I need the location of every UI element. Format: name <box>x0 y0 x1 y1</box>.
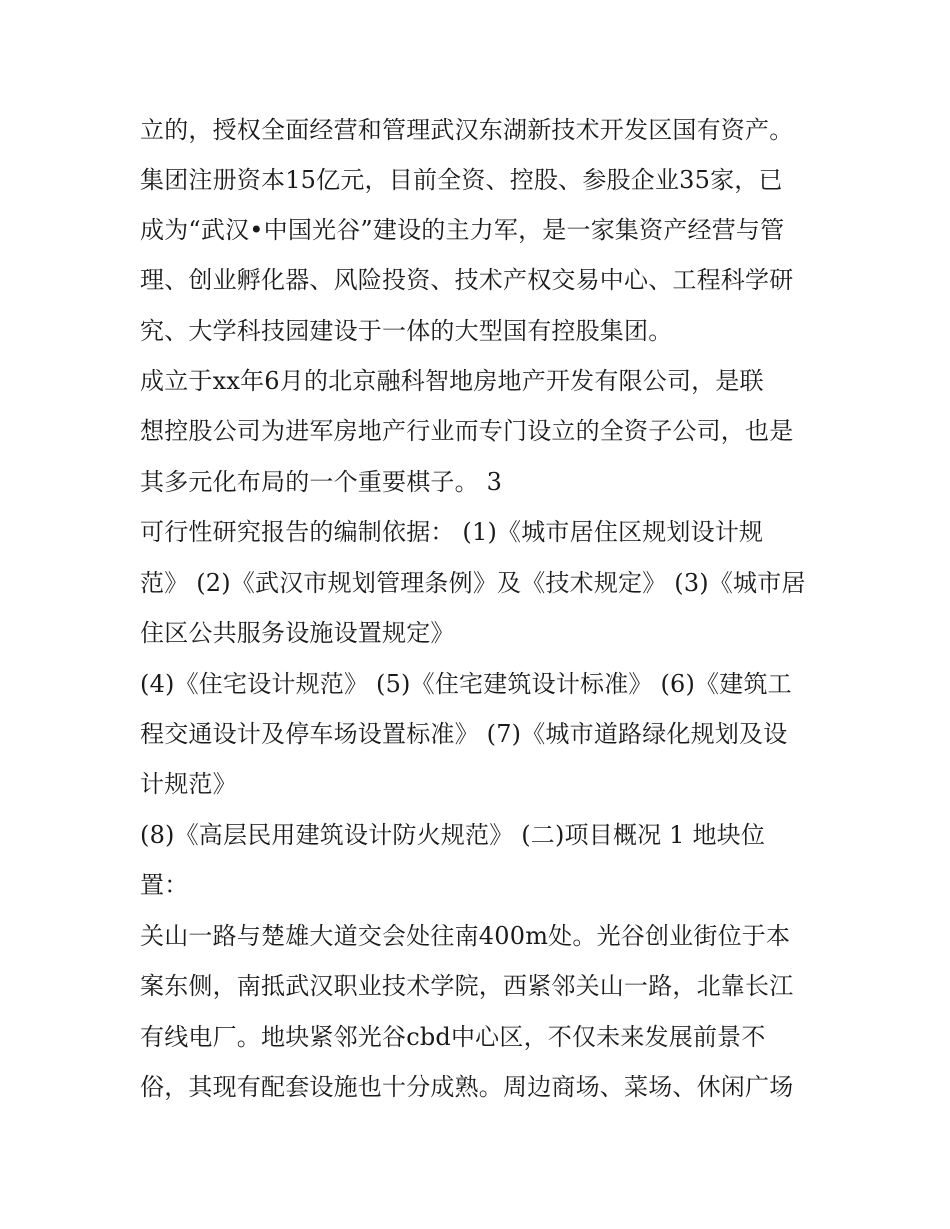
text-line: 可行性研究报告的编制依据： (1)《城市居住区规划设计规 <box>140 518 764 546</box>
text-line: 计规范》 <box>140 770 237 798</box>
text-line: 成立于xx年6月的北京融科智地房地产开发有限公司，是联 <box>140 367 764 395</box>
text-line: 俗，其现有配套设施也十分成熟。周边商场、菜场、休闲广场 <box>140 1073 794 1101</box>
text-line: 关山一路与楚雄大道交会处往南400m处。光谷创业街位于本 <box>140 922 791 950</box>
text-line: 理、创业孵化器、风险投资、技术产权交易中心、工程科学研 <box>140 266 794 294</box>
text-line: 其多元化布局的一个重要棋子。 3 <box>140 468 503 496</box>
text-line: 程交通设计及停车场设置标准》 (7)《城市道路绿化规划及设 <box>140 720 788 748</box>
text-line: (4)《住宅设计规范》 (5)《住宅建筑设计标准》 (6)《建筑工 <box>140 670 792 698</box>
text-line: 住区公共服务设施设置规定》 <box>140 619 455 647</box>
text-line: 想控股公司为进军房地产行业而专门设立的全资子公司，也是 <box>140 417 794 445</box>
text-line: 立的，授权全面经营和管理武汉东湖新技术开发区国有资产。 <box>140 116 794 144</box>
text-line: 成为“武汉•中国光谷”建设的主力军，是一家集资产经营与管 <box>140 216 785 244</box>
text-line: 集团注册资本15亿元，目前全资、控股、参股企业35家，已 <box>140 166 783 194</box>
text-line: 究、大学科技园建设于一体的大型国有控股集团。 <box>140 317 673 345</box>
text-line: 范》 (2)《武汉市规划管理条例》及《技术规定》 (3)《城市居 <box>140 569 806 597</box>
text-line: 案东侧，南抵武汉职业技术学院，西紧邻关山一路，北靠长江 <box>140 972 794 1000</box>
text-line: 有线电厂。地块紧邻光谷cbd中心区，不仅未来发展前景不 <box>140 1023 766 1051</box>
text-line: 置： <box>140 871 189 899</box>
text-line: (8)《高层民用建筑设计防火规范》 (二)项目概况 1 地块位 <box>140 821 766 849</box>
